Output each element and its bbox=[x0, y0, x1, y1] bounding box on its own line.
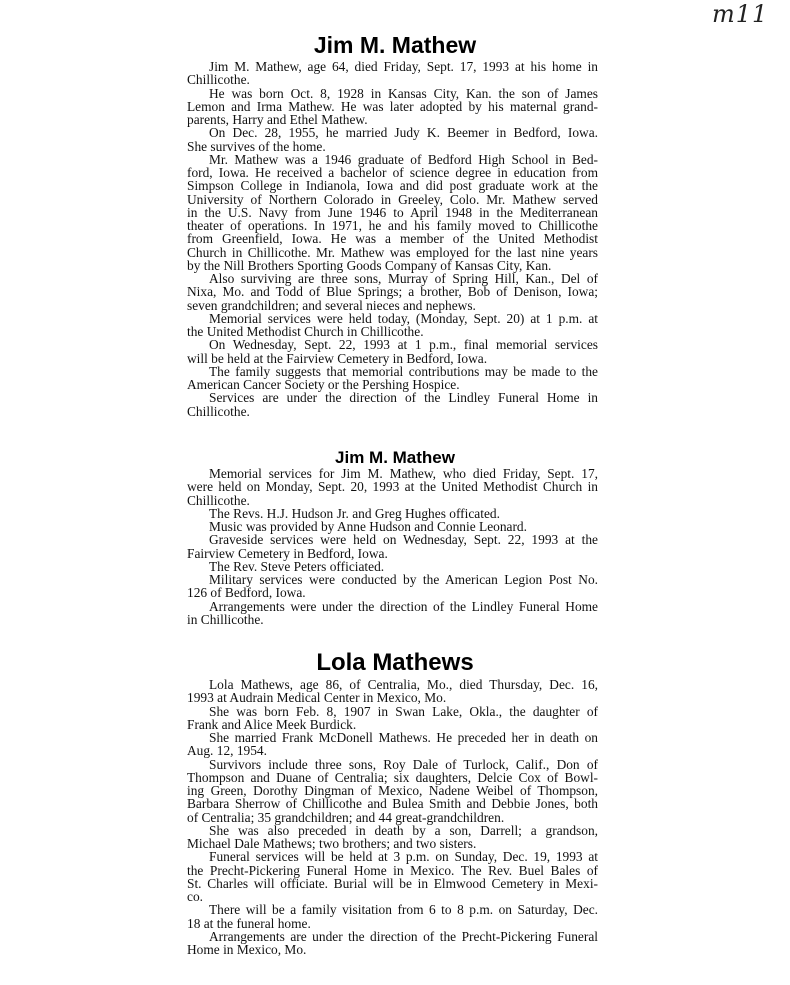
paragraph-line: the Precht-Pickering Funeral Home in Mexico. The Rev. Buel Bales of bbox=[187, 862, 598, 878]
paragraph-line: Military services were conducted by the American Legion Post No. bbox=[209, 572, 598, 587]
obituary-title-1: Jim M. Mathew bbox=[313, 32, 477, 58]
paragraph-line: Lola Mathews, age 86, of Centralia, Mo., died Thursday, Dec. 16, bbox=[209, 677, 598, 692]
paragraph-line: She was born Feb. 8, 1907 in Swan Lake, Okla., the daughter of bbox=[209, 703, 598, 719]
obituary-body-1 bbox=[187, 60, 598, 418]
paragraph-line: Chillicothe. bbox=[187, 72, 250, 88]
paragraph-line: Graveside services were held on Wednesday, Sept. 22, 1993 at the bbox=[209, 532, 598, 548]
paragraph-line: the United Methodist Church in Chillicothe. bbox=[187, 324, 424, 339]
paragraph-line: Lemon and Irma Mathew. He was later adopted by his maternal grand- bbox=[187, 98, 598, 114]
handwritten-page-mark: m11 bbox=[712, 0, 769, 28]
paragraph-line: Aug. 12, 1954. bbox=[187, 743, 267, 759]
paragraph-line: 1993 at Audrain Medical Center in Mexico, Mo. bbox=[187, 690, 447, 706]
paragraph-line: ing Green, Dorothy Dingman of Mexico, Nadene Weibel of Thompson, bbox=[187, 783, 598, 798]
obituary-body-2 bbox=[187, 467, 598, 626]
paragraph-line: Frank and Alice Meek Burdick. bbox=[187, 716, 357, 732]
paragraph-line: Services are under the direction of the Lindley Funeral Home in bbox=[209, 390, 598, 406]
paragraph-line: Barbara Sherrow of Chillicothe and Bulea Smith and Debbie Jones, both bbox=[187, 796, 598, 812]
paragraph-line: seven grandchildren; and several nieces and nephews. bbox=[187, 297, 476, 313]
obituary-body-3 bbox=[187, 678, 598, 956]
paragraph-line: by the Nill Brothers Sporting Goods Company of Kansas City, Kan. bbox=[187, 257, 552, 273]
paragraph-line: American Cancer Society or the Pershing Hospice. bbox=[187, 377, 460, 392]
paragraph-line: co. bbox=[187, 889, 203, 904]
paragraph-line: She married Frank McDonell Mathews. He preceded her in death on bbox=[209, 730, 598, 745]
paragraph-line: from Greenfield, Iowa. He was a member of the United Methodist bbox=[187, 231, 598, 247]
paragraph-line: The family suggests that memorial contributions may be made to the bbox=[209, 363, 598, 379]
paragraph-line: Nixa, Mo. and Todd of Blue Springs; a brother, Bob of Denison, Iowa; bbox=[187, 284, 598, 300]
paragraph-line: were held on Monday, Sept. 20, 1993 at the United Methodist Church in bbox=[187, 479, 598, 495]
paragraph-line: Church in Chillicothe. Mr. Mathew was employed for the last nine years bbox=[187, 244, 598, 260]
paragraph-line: Memorial services were held today, (Monday, Sept. 20) at 1 p.m. at bbox=[209, 310, 598, 326]
paragraph-line: Michael Dale Mathews; two brothers; and two sisters. bbox=[187, 836, 477, 851]
paragraph-line: The Rev. Steve Peters officiated. bbox=[209, 558, 385, 574]
obituary-title-2: Jim M. Mathew bbox=[335, 448, 455, 467]
paragraph-line: Music was provided by Anne Hudson and Connie Leonard. bbox=[209, 519, 527, 534]
paragraph-line: St. Charles will officiate. Burial will be in Elmwood Cemetery in Mexi- bbox=[187, 875, 598, 891]
paragraph-line: of Centralia; 35 grandchildren; and 44 great-grandchildren. bbox=[187, 809, 505, 825]
obituary-title-3: Lola Mathews bbox=[316, 649, 474, 676]
paragraph-line: University of Northern Colorado in Greeley, Colo. Mr. Mathew served bbox=[187, 191, 598, 207]
paragraph-line: She survives of the home. bbox=[187, 138, 326, 154]
paragraph-line: in Chillicothe. bbox=[187, 611, 264, 627]
paragraph-line: The Revs. H.J. Hudson Jr. and Greg Hughes officated. bbox=[209, 505, 500, 521]
paragraph-line: in the U.S. Navy from June 1946 to April 1948 in the Mediterranean bbox=[187, 204, 598, 220]
paragraph-line: will be held at the Fairview Cemetery in Bedford, Iowa. bbox=[187, 350, 488, 366]
paragraph-line: There will be a family visitation from 6 to 8 p.m. on Saturday, Dec. bbox=[209, 902, 598, 918]
paragraph-line: He was born Oct. 8, 1928 in Kansas City, Kan. the son of James bbox=[209, 85, 598, 101]
paragraph-line: Survivors include three sons, Roy Dale of Turlock, Calif., Don of bbox=[209, 756, 598, 772]
paragraph-line: Arrangements were under the direction of the Lindley Funeral Home bbox=[209, 598, 598, 614]
paragraph-line: Chillicothe. bbox=[187, 492, 250, 508]
paragraph-line: theater of operations. In 1971, he and his family moved to Chillicothe bbox=[187, 218, 598, 233]
paragraph-line: Jim M. Mathew, age 64, died Friday, Sept. 17, 1993 at his home in bbox=[209, 59, 598, 74]
paragraph-line: 126 of Bedford, Iowa. bbox=[187, 585, 306, 601]
paragraph-line: Thompson and Duane of Centralia; six daughters, Delcie Cox of Bowl- bbox=[187, 769, 598, 785]
paragraph-line: On Dec. 28, 1955, he married Judy K. Beemer in Bedford, Iowa. bbox=[209, 125, 598, 141]
paragraph-line: Arrangements are under the direction of the Precht-Pickering Funeral bbox=[209, 928, 598, 944]
paragraph-line: Memorial services for Jim M. Mathew, who died Friday, Sept. 17, bbox=[209, 466, 598, 481]
paragraph-line: On Wednesday, Sept. 22, 1993 at 1 p.m., final memorial services bbox=[209, 337, 598, 353]
paragraph-line: 18 at the funeral home. bbox=[187, 915, 311, 931]
paragraph-line: Fairview Cemetery in Bedford, Iowa. bbox=[187, 545, 388, 561]
paragraph-line: Home in Mexico, Mo. bbox=[187, 942, 307, 957]
paragraph-line: Chillicothe. bbox=[187, 403, 250, 419]
paragraph-line: Mr. Mathew was a 1946 graduate of Bedford High School in Bed- bbox=[209, 151, 598, 167]
paragraph-line: parents, Harry and Ethel Mathew. bbox=[187, 112, 368, 127]
paragraph-line: She was also preceded in death by a son, Darrell; a grandson, bbox=[209, 822, 598, 838]
paragraph-line: Also surviving are three sons, Murray of Spring Hill, Kan., Del of bbox=[209, 271, 598, 286]
paragraph-line: Funeral services will be held at 3 p.m. on Sunday, Dec. 19, 1993 at bbox=[209, 849, 598, 865]
paragraph-line: Simpson College in Indianola, Iowa and did post graduate work at the bbox=[187, 178, 598, 194]
paragraph-line: ford, Iowa. He received a bachelor of science degree in education from bbox=[187, 165, 598, 180]
